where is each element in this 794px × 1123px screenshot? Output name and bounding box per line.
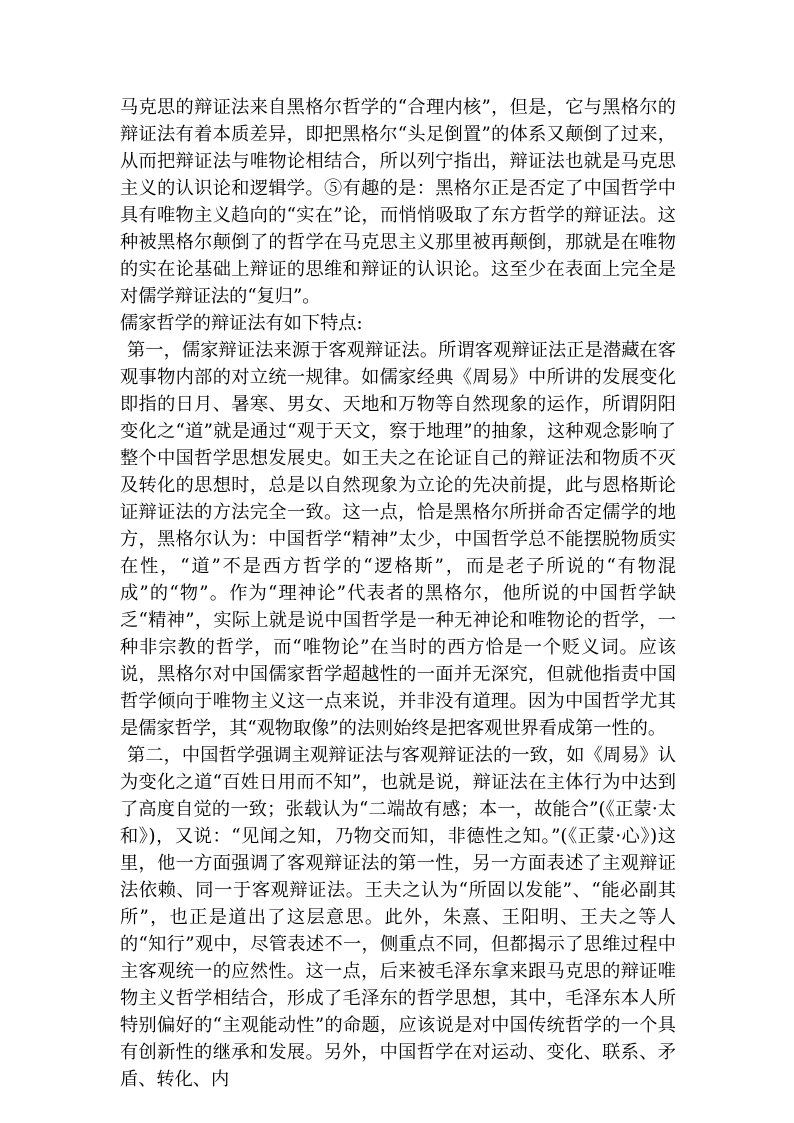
paragraph-intro: 马克思的辩证法来自黑格尔哲学的“合理内核”，但是，它与黑格尔的辩证法有着本质差异，即把黑格尔“头足倒置”的体系又颠倒了过来，从而把辩证法与唯物论相结合，所以列宁指出，辩证法也就是马克思主义的认识论和逻辑学。⑤有趣的是：黑格尔正是否定了中国哲学中具有唯物主义趋向的“实在”论，而悄悄吸取了东方哲学的辩证法。这种被黑格尔颠倒了的哲学在马克思主义那里被再颠倒，那就是在唯物的实在论基础上辩证的思维和辩证的认识论。这至少在表面上完全是对儒学辩证法的“复归”。	[120, 97, 676, 307]
paragraph-first-feature: 第一，儒家辩证法来源于客观辩证法。所谓客观辩证法正是潜藏在客观事物内部的对立统一规律。如儒家经典《周易》中所讲的发展变化即指的日月、暑寒、男女、天地和万物等自然现象的运作，所谓阴阳变化之“道”就是通过“观于天文，察于地理”的抽象，这种观念影响了整个中国哲学思想发展史。如王夫之在论证自己的辩证法和物质不灭及转化的思想时，总是以自然现象为立论的先决前提，此与恩格斯论证辩证法的方法完全一致。这一点，恰是黑格尔所拼命否定儒学的地方，黑格尔认为：中国哲学“精神”太少，中国哲学总不能摆脱物质实在性，“道”不是西方哲学的“逻格斯”，而是老子所说的“有物混成”的“物”。作为“理神论”代表者的黑格尔，他所说的中国哲学缺乏“精神”，实际上就是说中国哲学是一种无神论和唯物论的哲学，一种非宗教的哲学，而“唯物论”在当时的西方恰是一个贬义词。应该说，黑格尔对中国儒家哲学超越性的一面并无深究，但就他指责中国哲学倾向于唯物主义这一点来说，并非没有道理。因为中国哲学尤其是儒家哲学，其“观物取像”的法则始终是把客观世界看成第一性的。	[120, 340, 676, 739]
document-page	[120, 94, 676, 1093]
paragraph-lead: 儒家哲学的辩证法有如下特点:	[120, 313, 363, 334]
paragraph-second-feature: 第二，中国哲学强调主观辩证法与客观辩证法的一致，如《周易》认为变化之道“百姓日用而不知”，也就是说，辩证法在主体行为中达到了高度自觉的一致；张载认为“二端故有感；本一，故能合”(《正蒙·太和》)，又说：“见闻之知，乃物交而知，非德性之知。”(《正蒙·心》)这里，他一方面强调了客观辩证法的第一性，另一方面表述了主观辩证法依赖、同一于客观辩证法。王夫之认为“所固以发能”、“能必副其所”，也正是道出了这层意思。此外，朱熹、王阳明、王夫之等人的“知行”观中，尽管表述不一，侧重点不同，但都揭示了思维过程中主客观统一的应然性。这一点，后来被毛泽东拿来跟马克思的辩证唯物主义哲学相结合，形成了毛泽东的哲学思想，其中，毛泽东本人所特别偏好的“主观能动性”的命题，应该说是对中国传统哲学的一个具有创新性的继承和发展。另外，中国哲学在对运动、变化、联系、矛盾、转化、内	[120, 745, 676, 1090]
